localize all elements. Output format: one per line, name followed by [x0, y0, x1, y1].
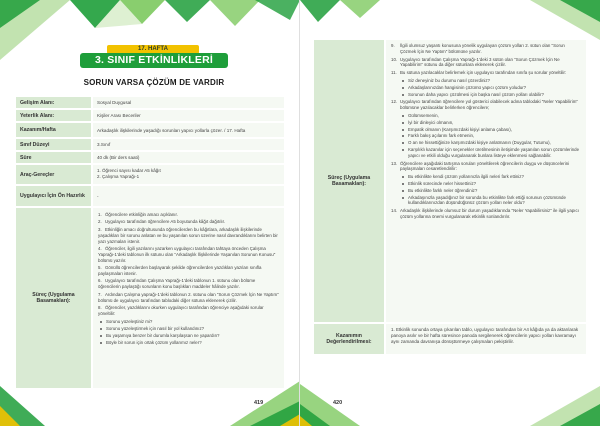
value-on-hazirlik: -: [93, 186, 284, 206]
process-bullet: Bu etkinlikte kendi çözüm yollarınızla ilgili neleri fark ettiniz?: [400, 174, 581, 180]
process-bullet: Bu etkinlikte farklı neler öğrendiniz?: [400, 188, 581, 194]
process-bullets-list: [400, 113, 581, 159]
label-degerlendirme: Kazanımın Değerlendirilmesi:: [314, 324, 384, 354]
label-kazanim: Kazanım/Hafta: [16, 123, 91, 137]
value-surec-right: [386, 40, 586, 322]
arac-item: 1. Öğrenci sayısı kadar A5 kâğıt: [97, 168, 161, 173]
value-yeterlik: Kişiler Arası Beceriler: [93, 110, 284, 121]
process-step: 14. Arkadaşlık ilişkilerinde olumsuz bir durum yaşadıklarında "Neler Yapabilirsiniz" ile ilgili yapıcı çözüm yollarına önemi vurgulanarak etkinlik sonlandırılır.: [391, 208, 579, 219]
process-step: 5. Gönüllü öğrencilerden başlayarak şekilde öğrencilerden yazdıkları yazıları sınıfla paylaşmaları istenir.: [98, 265, 262, 277]
process-step: 10. Uygulayıcı tarafından Çalışma Yaprağı-1'deki 3 sütün olan "Sorun Çözmek İçin Ne Yapabilirim" sütunu da diğer sütunlara eklenerek çizilir.: [391, 56, 560, 68]
process-bullet: Sorunu yüzeleştiniz mi?: [98, 319, 219, 325]
decorative-triangles-bottom-right: [300, 376, 600, 426]
value-arac-gerecler: [93, 165, 284, 184]
process-bullet: Etkinlik sürecinde neler hissettiniz?: [400, 181, 581, 187]
value-gelisim: Sosyal Duygusal: [93, 97, 284, 108]
arac-item: 2. Çalışma Yaprağı-1: [97, 174, 140, 179]
value-degerlendirme: 1. Etkinlik sonunda ortaya çıkarılan tablo, uygulayıcı tarafından bir A4 kâğıda ya da aktarılarak panoya asılır ve bir hafta süresince panoda sergilenerek öğrencilerin yapıcı yolları kavramayı aynı zamanda davranışa dönüştürmeye çalışmaları pekiştirilir.: [386, 324, 586, 354]
process-bullet: Farklı bakış açılarını fark etmenin,: [400, 133, 581, 139]
process-step: 4. Öğrenciler, ilgili yazılarını yazarken uygulayıcı tarafından tahtaya önceden Çalışma Yaprağı-1'deki tablonun ilk sütunu olan "Arkadaşlık İlişkilerinde Yaşanılan Sorunun Konusu" bölümü yazılır.: [98, 245, 276, 263]
page-number-right: 420: [333, 400, 343, 406]
process-bullet: O an ne hissettiğinize karşımızdaki kişiye anlatmanın (Duygular, Tutumu),: [400, 140, 581, 146]
label-sinif: Sınıf Düzeyi: [16, 139, 91, 150]
process-step: 11. Bu sütuna yazılacaklar belirlemek için uygulayıcı tarafından sınıfa şu sorular yöneltilir:: [391, 70, 567, 76]
label-sure: Süre: [16, 152, 91, 163]
process-bullet: Arkadaşlarınızdan hangisinin çözümü yapıcı çözüm yoludur?: [400, 85, 581, 91]
process-bullet: Sorunu yüzeleştirmek için nasıl bir yol kullandınız?: [98, 326, 219, 332]
process-bullet: Arkadaşınızla yaşadığınız bir sorunda bu etkinlikte fark ettiği sorunun çözümünde kullandıklarınızdan düşündüğünüz çözüm yolları neler oldu?: [400, 195, 581, 207]
label-yeterlik: Yeterlik Alanı:: [16, 110, 91, 121]
process-step: 12. Uygulayıcı tarafından öğrencilere yol gösterici olabilecek adına tablodaki "Neler Yapabilirim" bölümüne yazılacaklar belirlerken öğrencilere;: [391, 99, 578, 111]
process-bullet: Karşılıklı kazanılar için seçenekler üretilmesinin iletişimde yaşanılan sorun çözümlerinde yapıcı ve etkili olduğu vurgulanarak bunlara listeye eklenmesi sağlanabilir.: [400, 147, 581, 159]
process-step: 13. Öğrencilere aşağıdaki tartışma soruları yöneltilerek öğrencilerin duygu ve düşüncelerini paylaşmaları cesaretlendirilir:: [391, 160, 570, 172]
process-step: 3. Etkinliğin amacı doğrultusunda öğrencilerden bu kâğıtlara, arkadaşlık ilişkilerinde yaşadıkları bir sorunu anlatan ve bu yaşanılan sorun üzerine nasıl davrandıklarını belirten bir yazı yazmaları istenir.: [98, 226, 278, 244]
process-bullet: Empatik olmanın (Karşımızdaki kişiyi anlama çabası),: [400, 127, 581, 133]
activity-title: 3. SINIF ETKİNLİKLERİ: [80, 53, 228, 68]
process-bullets-list: [400, 174, 581, 206]
process-bullet: Bu yaşamıya benzer bir durumla karşılaşsan ne yapardın?: [98, 333, 219, 339]
value-sinif: 3.Sınıf: [93, 139, 284, 150]
value-sure: 40 dk (Bir ders saati): [93, 152, 284, 163]
process-bullet: Gülümsemenin,: [400, 113, 581, 119]
label-on-hazirlik: Uygulayıcı İçin Ön Hazırlık: [16, 186, 91, 206]
process-bullet: Böyle bir sorun için ortak çözüm yollarımız neler?: [98, 340, 219, 346]
value-surec: [93, 208, 284, 388]
info-table: [16, 0, 286, 426]
process-bullets-list: [400, 78, 581, 97]
process-bullets-list: [98, 319, 219, 347]
value-kazanim: Arkadaşlık ilişkilerinde yaşadığı sorunları yapıcı yollarla çözer. / 17. Hafta: [93, 123, 284, 137]
label-surec-right: Süreç (Uygulama Basamakları):: [314, 40, 384, 322]
label-gelisim: Gelişim Alanı:: [16, 97, 91, 108]
week-tag: 17. HAFTA: [107, 45, 199, 54]
process-steps-list: [98, 212, 279, 318]
right-process-content: [391, 43, 581, 220]
process-step: 2. Uygulayıcı tarafından öğrencilere A5 boyutunda kâğıt dağıtılır.: [98, 219, 226, 225]
process-step: 9. İlgili olumsuz yaşantı konusuna yönelik uygulayan çözüm yolları 2. sütun olan "Sorun Çözmek İçin Ne Yaptım" bölümüne yazılır.: [391, 43, 565, 54]
label-surec: Süreç (Uygulama Basamakları):: [16, 208, 91, 388]
process-bullet: Siz deneyiniz bu durumu nasıl çözerdiniz?: [400, 78, 581, 84]
process-step: 6. Uygulayıcı tarafından Çalışma Yaprağı-1'deki tablonun 1. sütunu olan bölüme öğrencilerin paylaştığı sorunların konu başlıkları maddeler hâlinde yazılır.: [98, 278, 256, 290]
page-number-left: 419: [254, 400, 264, 406]
process-bullet: Sorunun daha yapıcı çözülmesi için başka nasıl çözüm yolları olabilir?: [400, 92, 581, 98]
process-step: 8. Öğrenciler, yazdıklarını okurken uygulayıcı tarafından öğrenciye aşağıdaki sorular yöneltilir:: [98, 305, 264, 317]
right-page: [300, 0, 600, 426]
process-bullet: İyi bir dinleyici olmanın,: [400, 120, 581, 126]
label-arac-gerecler: Araç-Gereçler: [16, 165, 91, 184]
document-title: SORUN VARSA ÇÖZÜM DE VARDIR: [83, 78, 225, 87]
process-step: 7. Ardından Çalışma yaprağı-1'deki tablonun 2. sütunu olan "Sorun Çözmek İçin Ne Yaptım" bölümü de uygulayıcı tarafından tablodaki diğer sütuna eklenerek çizilir.: [98, 291, 279, 303]
process-step: 1. Öğrencilere etkinliğin amacı açıklanır.: [98, 212, 178, 217]
